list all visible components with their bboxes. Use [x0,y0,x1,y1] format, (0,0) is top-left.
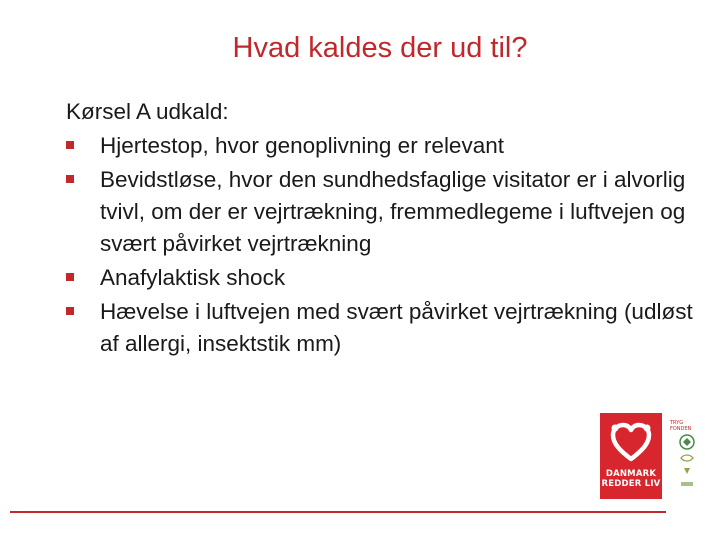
footer-divider [10,511,666,513]
slide-title: Hvad kaldes der ud til? [232,32,528,64]
danmark-redder-liv-logo [600,413,662,499]
list-item-text: Hjertestop, hvor genoplivning er relevant [100,133,504,158]
intro-text: Kørsel A udkald: [66,99,229,124]
square-bullet-icon [66,307,74,315]
heart-stethoscope-icon [609,421,653,465]
list-item [66,262,696,294]
list-item [66,164,696,260]
list-item-text: Hævelse i luftvejen med svært påvirket vejrtrækning (udløst af allergi, insektstik mm) [100,299,693,356]
list-item [66,130,696,162]
logo-text [600,469,662,489]
partner-tag: TRYG FONDEN [670,420,692,432]
list-item-text: Bevidstløse, hvor den sundhedsfaglige visitator er i alvorlig tvivl, om der er vejrtrækning, fremmedlegeme i luftvejen og svært påvirket vejrtrækning [100,167,686,256]
square-bullet-icon [66,175,74,183]
list-item [66,296,696,360]
slide-body [66,96,696,362]
list-item-text: Anafylaktisk shock [100,265,286,290]
logo-line-1: DANMARK [605,469,657,479]
square-bullet-icon [66,273,74,281]
logo-line-2: REDDER LIV [601,479,661,489]
bullet-list [66,130,696,360]
partner-logos [668,418,706,502]
square-bullet-icon [66,141,74,149]
